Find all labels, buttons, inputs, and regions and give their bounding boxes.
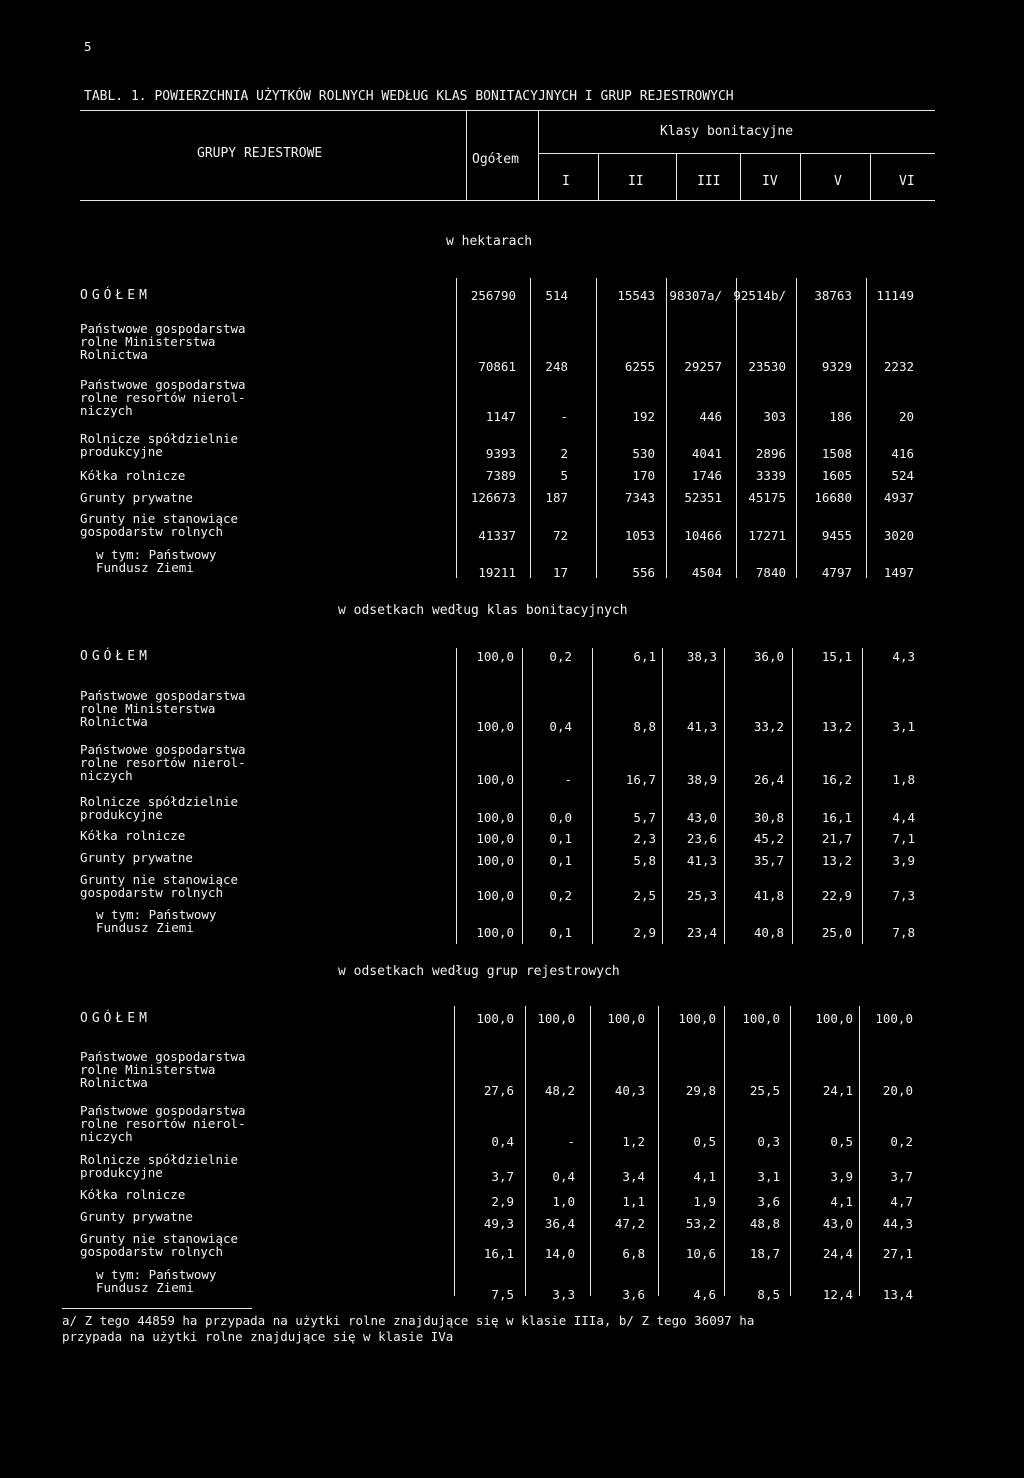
cell-pgr-ministerstwa-class-i: 248 xyxy=(545,359,568,374)
row-label-spoldzielnie: Rolnicze spółdzielnie produkcyjne xyxy=(80,1152,239,1180)
cell-nie-gospodarstw-class-ii: 1053 xyxy=(624,528,655,543)
cell-kolka-class-ii: 170 xyxy=(632,468,655,483)
cell-kolka-class-i: 1,0 xyxy=(552,1194,575,1209)
cell-nie-gospodarstw-class-i: 14,0 xyxy=(544,1246,575,1261)
cell-kolka-class-v: 21,7 xyxy=(821,831,852,846)
column-rule xyxy=(859,1006,860,1296)
cell-kolka-ogolem: 7389 xyxy=(485,468,516,483)
cell-fundusz-ziemi-class-iii: 4504 xyxy=(691,565,722,580)
cell-spoldzielnie-class-ii: 530 xyxy=(632,446,655,461)
cell-prywatne-class-v: 43,0 xyxy=(822,1216,853,1231)
cell-kolka-ogolem: 2,9 xyxy=(491,1194,514,1209)
cell-pgr-ministerstwa-class-v: 9329 xyxy=(821,359,852,374)
cell-fundusz-ziemi-class-vi: 1497 xyxy=(883,565,914,580)
column-rule xyxy=(525,1006,526,1296)
cell-ogolem-class-i: 0,2 xyxy=(549,649,572,664)
cell-kolka-class-i: 0,1 xyxy=(549,831,572,846)
cell-ogolem-class-vi: 4,3 xyxy=(892,649,915,664)
cell-nie-gospodarstw-class-vi: 27,1 xyxy=(882,1246,913,1261)
row-label-pgr-ministerstwa: Państwowe gospodarstwa rolne Ministerstwa Rolnictwa xyxy=(80,1049,246,1090)
cell-pgr-resortow-ogolem: 1147 xyxy=(485,409,516,424)
row-label-ogolem: OGÓŁEM xyxy=(80,288,151,303)
column-rule xyxy=(736,278,737,578)
cell-nie-gospodarstw-class-iii: 10,6 xyxy=(685,1246,716,1261)
cell-prywatne-class-iii: 41,3 xyxy=(686,853,717,868)
row-label-pgr-resortow: Państwowe gospodarstwa rolne resortów nierol- niczych xyxy=(80,1103,246,1144)
section-title-percent-groups: w odsetkach według grup rejestrowych xyxy=(338,964,620,979)
cell-nie-gospodarstw-class-iv: 18,7 xyxy=(749,1246,780,1261)
cell-spoldzielnie-class-ii: 3,4 xyxy=(622,1169,645,1184)
header-class-vi: VI xyxy=(899,174,915,189)
cell-fundusz-ziemi-class-vi: 7,8 xyxy=(892,925,915,940)
cell-fundusz-ziemi-class-i: 0,1 xyxy=(549,925,572,940)
cell-ogolem-class-v: 100,0 xyxy=(815,1011,853,1026)
cell-pgr-resortow-class-ii: 16,7 xyxy=(625,772,656,787)
cell-pgr-ministerstwa-class-i: 48,2 xyxy=(544,1083,575,1098)
column-rule xyxy=(862,648,863,944)
cell-ogolem-class-ii: 15543 xyxy=(617,288,655,303)
row-label-pgr-resortow: Państwowe gospodarstwa rolne resortów nierol- niczych xyxy=(80,377,246,418)
cell-pgr-resortow-class-v: 16,2 xyxy=(821,772,852,787)
cell-kolka-class-iii: 23,6 xyxy=(686,831,717,846)
column-rule xyxy=(790,1006,791,1296)
cell-spoldzielnie-class-vi: 3,7 xyxy=(890,1169,913,1184)
cell-nie-gospodarstw-class-ii: 6,8 xyxy=(622,1246,645,1261)
cell-pgr-ministerstwa-class-ii: 40,3 xyxy=(614,1083,645,1098)
cell-nie-gospodarstw-class-iv: 41,8 xyxy=(753,888,784,903)
header-bottom-rule xyxy=(80,200,935,201)
cell-fundusz-ziemi-ogolem: 7,5 xyxy=(491,1287,514,1302)
cell-ogolem-class-v: 38763 xyxy=(814,288,852,303)
row-label-spoldzielnie: Rolnicze spółdzielnie produkcyjne xyxy=(80,431,239,459)
cell-fundusz-ziemi-class-iv: 7840 xyxy=(755,565,786,580)
row-label-prywatne: Grunty prywatne xyxy=(80,1209,193,1224)
cell-spoldzielnie-class-iii: 4041 xyxy=(691,446,722,461)
cell-ogolem-class-iii: 98307a/ xyxy=(669,288,722,303)
cell-pgr-ministerstwa-class-vi: 3,1 xyxy=(892,719,915,734)
cell-fundusz-ziemi-class-v: 4797 xyxy=(821,565,852,580)
cell-pgr-ministerstwa-class-ii: 8,8 xyxy=(633,719,656,734)
cell-kolka-class-vi: 524 xyxy=(891,468,914,483)
cell-fundusz-ziemi-class-iii: 23,4 xyxy=(686,925,717,940)
section-title-hectares: w hektarach xyxy=(446,234,533,249)
cell-prywatne-class-v: 13,2 xyxy=(821,853,852,868)
cell-fundusz-ziemi-ogolem: 19211 xyxy=(478,565,516,580)
cell-prywatne-class-v: 16680 xyxy=(814,490,852,505)
row-label-prywatne: Grunty prywatne xyxy=(80,850,193,865)
row-label-ogolem: OGÓŁEM xyxy=(80,1011,151,1026)
row-label-kolka: Kółka rolnicze xyxy=(80,828,186,843)
column-rule xyxy=(658,1006,659,1296)
column-rule xyxy=(592,648,593,944)
row-label-pgr-ministerstwa: Państwowe gospodarstwa rolne Ministerstwa Rolnictwa xyxy=(80,321,246,362)
cell-nie-gospodarstw-class-iii: 25,3 xyxy=(686,888,717,903)
column-rule xyxy=(456,648,457,944)
cell-ogolem-class-vi: 100,0 xyxy=(875,1011,913,1026)
cell-kolka-class-iii: 1746 xyxy=(691,468,722,483)
cell-fundusz-ziemi-class-i: 3,3 xyxy=(552,1287,575,1302)
cell-ogolem-class-v: 15,1 xyxy=(821,649,852,664)
cell-kolka-class-v: 1605 xyxy=(821,468,852,483)
cell-pgr-ministerstwa-class-i: 0,4 xyxy=(549,719,572,734)
cell-spoldzielnie-class-i: 2 xyxy=(560,446,568,461)
cell-nie-gospodarstw-class-v: 9455 xyxy=(821,528,852,543)
cell-nie-gospodarstw-class-v: 22,9 xyxy=(821,888,852,903)
cell-pgr-resortow-class-iii: 446 xyxy=(699,409,722,424)
cell-fundusz-ziemi-class-vi: 13,4 xyxy=(882,1287,913,1302)
cell-pgr-resortow-class-i: - xyxy=(564,772,572,787)
cell-pgr-resortow-class-vi: 20 xyxy=(898,409,914,424)
cell-prywatne-ogolem: 100,0 xyxy=(476,853,514,868)
cell-pgr-resortow-class-iii: 38,9 xyxy=(686,772,717,787)
cell-ogolem-class-i: 514 xyxy=(545,288,568,303)
header-divider xyxy=(870,153,871,200)
column-rule xyxy=(596,278,597,578)
cell-pgr-ministerstwa-ogolem: 100,0 xyxy=(476,719,514,734)
row-label-pgr-ministerstwa: Państwowe gospodarstwa rolne Ministerstwa Rolnictwa xyxy=(80,688,246,729)
cell-pgr-resortow-class-iii: 0,5 xyxy=(693,1134,716,1149)
header-divider xyxy=(676,153,677,200)
cell-pgr-ministerstwa-class-vi: 2232 xyxy=(883,359,914,374)
cell-spoldzielnie-class-iii: 4,1 xyxy=(693,1169,716,1184)
cell-pgr-ministerstwa-class-iv: 25,5 xyxy=(749,1083,780,1098)
cell-spoldzielnie-class-ii: 5,7 xyxy=(633,810,656,825)
header-divider xyxy=(598,153,599,200)
table-title: TABL. 1. POWIERZCHNIA UŻYTKÓW ROLNYCH WEDŁUG KLAS BONITACYJNYCH I GRUP REJESTROWYCH xyxy=(84,89,734,104)
cell-spoldzielnie-class-v: 16,1 xyxy=(821,810,852,825)
cell-kolka-class-iv: 45,2 xyxy=(753,831,784,846)
header-grupy: GRUPY REJESTROWE xyxy=(197,146,323,161)
column-rule xyxy=(866,278,867,578)
cell-fundusz-ziemi-class-iii: 4,6 xyxy=(693,1287,716,1302)
cell-kolka-class-i: 5 xyxy=(560,468,568,483)
cell-prywatne-class-i: 0,1 xyxy=(549,853,572,868)
cell-pgr-resortow-class-vi: 0,2 xyxy=(890,1134,913,1149)
cell-pgr-resortow-ogolem: 0,4 xyxy=(491,1134,514,1149)
cell-fundusz-ziemi-class-v: 25,0 xyxy=(821,925,852,940)
section-title-percent-classes: w odsetkach według klas bonitacyjnych xyxy=(338,603,628,618)
cell-spoldzielnie-class-vi: 4,4 xyxy=(892,810,915,825)
cell-fundusz-ziemi-class-iv: 40,8 xyxy=(753,925,784,940)
page-number: 5 xyxy=(84,39,92,54)
cell-spoldzielnie-class-v: 3,9 xyxy=(830,1169,853,1184)
cell-fundusz-ziemi-class-ii: 3,6 xyxy=(622,1287,645,1302)
cell-pgr-resortow-class-iv: 26,4 xyxy=(753,772,784,787)
cell-nie-gospodarstw-ogolem: 100,0 xyxy=(476,888,514,903)
column-rule xyxy=(666,278,667,578)
cell-ogolem-class-iii: 38,3 xyxy=(686,649,717,664)
cell-nie-gospodarstw-class-iii: 10466 xyxy=(684,528,722,543)
cell-nie-gospodarstw-class-v: 24,4 xyxy=(822,1246,853,1261)
cell-nie-gospodarstw-class-iv: 17271 xyxy=(748,528,786,543)
cell-spoldzielnie-class-iv: 2896 xyxy=(755,446,786,461)
cell-prywatne-class-iii: 52351 xyxy=(684,490,722,505)
cell-kolka-class-ii: 2,3 xyxy=(633,831,656,846)
header-divider xyxy=(466,110,467,200)
cell-spoldzielnie-ogolem: 3,7 xyxy=(491,1169,514,1184)
cell-nie-gospodarstw-ogolem: 41337 xyxy=(478,528,516,543)
column-rule xyxy=(530,278,531,578)
row-label-kolka: Kółka rolnicze xyxy=(80,468,186,483)
cell-fundusz-ziemi-class-i: 17 xyxy=(552,565,568,580)
cell-pgr-ministerstwa-ogolem: 27,6 xyxy=(483,1083,514,1098)
cell-pgr-ministerstwa-class-iv: 23530 xyxy=(748,359,786,374)
cell-pgr-resortow-class-i: - xyxy=(567,1134,575,1149)
row-label-nie-gospodarstw: Grunty nie stanowiące gospodarstw rolnych xyxy=(80,1231,239,1259)
cell-prywatne-class-vi: 3,9 xyxy=(892,853,915,868)
cell-nie-gospodarstw-class-i: 0,2 xyxy=(549,888,572,903)
cell-nie-gospodarstw-class-ii: 2,5 xyxy=(633,888,656,903)
cell-prywatne-class-iii: 53,2 xyxy=(685,1216,716,1231)
row-label-ogolem: OGÓŁEM xyxy=(80,649,151,664)
cell-fundusz-ziemi-class-ii: 2,9 xyxy=(633,925,656,940)
cell-kolka-class-iv: 3339 xyxy=(755,468,786,483)
column-rule xyxy=(724,648,725,944)
cell-spoldzielnie-class-i: 0,4 xyxy=(552,1169,575,1184)
cell-pgr-resortow-class-i: - xyxy=(560,409,568,424)
header-divider xyxy=(740,153,741,200)
cell-pgr-ministerstwa-class-iii: 29,8 xyxy=(685,1083,716,1098)
cell-kolka-ogolem: 100,0 xyxy=(476,831,514,846)
header-class-i: I xyxy=(562,174,570,189)
column-rule xyxy=(456,278,457,578)
cell-pgr-resortow-class-v: 186 xyxy=(829,409,852,424)
cell-pgr-ministerstwa-class-iii: 29257 xyxy=(684,359,722,374)
cell-prywatne-ogolem: 126673 xyxy=(470,490,516,505)
column-rule xyxy=(724,1006,725,1296)
cell-ogolem-class-i: 100,0 xyxy=(537,1011,575,1026)
cell-fundusz-ziemi-class-ii: 556 xyxy=(632,565,655,580)
cell-pgr-resortow-class-ii: 192 xyxy=(632,409,655,424)
cell-prywatne-class-vi: 44,3 xyxy=(882,1216,913,1231)
cell-prywatne-class-iv: 35,7 xyxy=(753,853,784,868)
column-rule xyxy=(522,648,523,944)
header-class-iii: III xyxy=(697,174,721,189)
cell-spoldzielnie-class-vi: 416 xyxy=(891,446,914,461)
cell-spoldzielnie-class-iv: 3,1 xyxy=(757,1169,780,1184)
cell-spoldzielnie-class-iii: 43,0 xyxy=(686,810,717,825)
cell-spoldzielnie-class-iv: 30,8 xyxy=(753,810,784,825)
cell-spoldzielnie-class-i: 0,0 xyxy=(549,810,572,825)
cell-pgr-resortow-class-ii: 1,2 xyxy=(622,1134,645,1149)
cell-kolka-class-iv: 3,6 xyxy=(757,1194,780,1209)
cell-pgr-ministerstwa-class-iii: 41,3 xyxy=(686,719,717,734)
cell-prywatne-ogolem: 49,3 xyxy=(483,1216,514,1231)
row-label-kolka: Kółka rolnicze xyxy=(80,1187,186,1202)
row-label-fundusz-ziemi: w tym: Państwowy Fundusz Ziemi xyxy=(96,547,217,575)
header-class-iv: IV xyxy=(762,174,778,189)
header-divider xyxy=(800,153,801,200)
cell-pgr-resortow-class-iv: 0,3 xyxy=(757,1134,780,1149)
row-label-nie-gospodarstw: Grunty nie stanowiące gospodarstw rolnych xyxy=(80,872,239,900)
cell-fundusz-ziemi-class-v: 12,4 xyxy=(822,1287,853,1302)
cell-ogolem-class-ii: 100,0 xyxy=(607,1011,645,1026)
cell-pgr-resortow-class-v: 0,5 xyxy=(830,1134,853,1149)
header-ogolem: Ogółem xyxy=(472,152,519,167)
cell-pgr-resortow-ogolem: 100,0 xyxy=(476,772,514,787)
cell-prywatne-class-i: 187 xyxy=(545,490,568,505)
cell-ogolem-class-iii: 100,0 xyxy=(678,1011,716,1026)
cell-prywatne-class-ii: 47,2 xyxy=(614,1216,645,1231)
header-class-ii: II xyxy=(628,174,644,189)
cell-ogolem-class-iv: 92514b/ xyxy=(733,288,786,303)
cell-prywatne-class-i: 36,4 xyxy=(544,1216,575,1231)
cell-pgr-ministerstwa-class-iv: 33,2 xyxy=(753,719,784,734)
cell-prywatne-class-vi: 4937 xyxy=(883,490,914,505)
row-label-nie-gospodarstw: Grunty nie stanowiące gospodarstw rolnych xyxy=(80,511,239,539)
cell-pgr-ministerstwa-ogolem: 70861 xyxy=(478,359,516,374)
cell-ogolem-ogolem: 100,0 xyxy=(476,649,514,664)
cell-kolka-class-ii: 1,1 xyxy=(622,1194,645,1209)
footnote-line-1: a/ Z tego 44859 ha przypada na użytki rolne znajdujące się w klasie IIIa, b/ Z tego 36097 ha xyxy=(62,1313,755,1328)
cell-kolka-class-iii: 1,9 xyxy=(693,1194,716,1209)
cell-pgr-ministerstwa-class-v: 24,1 xyxy=(822,1083,853,1098)
cell-ogolem-ogolem: 100,0 xyxy=(476,1011,514,1026)
column-rule xyxy=(454,1006,455,1296)
header-divider xyxy=(538,110,539,200)
cell-prywatne-class-iv: 45175 xyxy=(748,490,786,505)
cell-kolka-class-v: 4,1 xyxy=(830,1194,853,1209)
column-rule xyxy=(590,1006,591,1296)
cell-nie-gospodarstw-class-i: 72 xyxy=(552,528,568,543)
cell-prywatne-class-ii: 7343 xyxy=(624,490,655,505)
cell-ogolem-class-iv: 100,0 xyxy=(742,1011,780,1026)
cell-ogolem-ogolem: 256790 xyxy=(470,288,516,303)
cell-fundusz-ziemi-class-iv: 8,5 xyxy=(757,1287,780,1302)
cell-pgr-ministerstwa-class-v: 13,2 xyxy=(821,719,852,734)
row-label-spoldzielnie: Rolnicze spółdzielnie produkcyjne xyxy=(80,794,239,822)
cell-prywatne-class-ii: 5,8 xyxy=(633,853,656,868)
cell-spoldzielnie-ogolem: 9393 xyxy=(485,446,516,461)
column-rule xyxy=(662,648,663,944)
cell-nie-gospodarstw-ogolem: 16,1 xyxy=(483,1246,514,1261)
row-label-prywatne: Grunty prywatne xyxy=(80,490,193,505)
cell-fundusz-ziemi-ogolem: 100,0 xyxy=(476,925,514,940)
footnote-rule xyxy=(62,1308,252,1309)
row-label-fundusz-ziemi: w tym: Państwowy Fundusz Ziemi xyxy=(96,1267,217,1295)
cell-ogolem-class-iv: 36,0 xyxy=(753,649,784,664)
header-top-rule xyxy=(80,110,935,111)
header-klasy: Klasy bonitacyjne xyxy=(660,124,794,139)
cell-spoldzielnie-ogolem: 100,0 xyxy=(476,810,514,825)
footnote-line-2: przypada na użytki rolne znajdujące się w klasie IVa xyxy=(62,1329,454,1344)
cell-prywatne-class-iv: 48,8 xyxy=(749,1216,780,1231)
header-class-v: V xyxy=(834,174,842,189)
cell-pgr-resortow-class-iv: 303 xyxy=(763,409,786,424)
cell-nie-gospodarstw-class-vi: 7,3 xyxy=(892,888,915,903)
cell-kolka-class-vi: 7,1 xyxy=(892,831,915,846)
cell-nie-gospodarstw-class-vi: 3020 xyxy=(883,528,914,543)
row-label-pgr-resortow: Państwowe gospodarstwa rolne resortów nierol- niczych xyxy=(80,742,246,783)
cell-kolka-class-vi: 4,7 xyxy=(890,1194,913,1209)
cell-ogolem-class-ii: 6,1 xyxy=(633,649,656,664)
cell-spoldzielnie-class-v: 1508 xyxy=(821,446,852,461)
cell-pgr-resortow-class-vi: 1,8 xyxy=(892,772,915,787)
column-rule xyxy=(796,278,797,578)
cell-ogolem-class-vi: 11149 xyxy=(876,288,914,303)
cell-pgr-ministerstwa-class-ii: 6255 xyxy=(624,359,655,374)
column-rule xyxy=(792,648,793,944)
row-label-fundusz-ziemi: w tym: Państwowy Fundusz Ziemi xyxy=(96,907,217,935)
cell-pgr-ministerstwa-class-vi: 20,0 xyxy=(882,1083,913,1098)
